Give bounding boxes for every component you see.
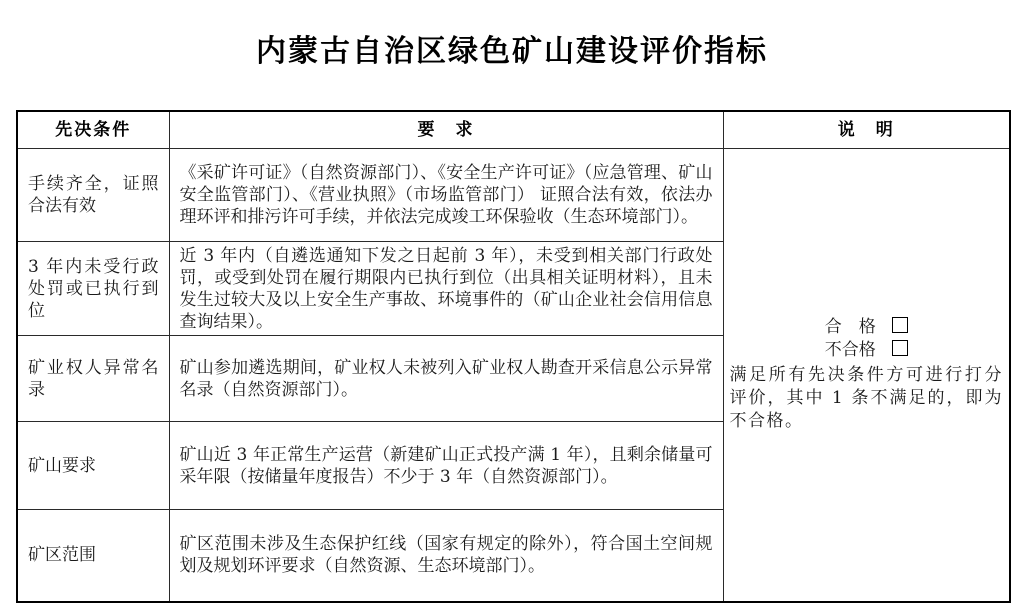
evaluation-table: [16, 110, 1011, 603]
condition-cell: 矿区范围: [17, 510, 169, 602]
condition-cell: 矿山要求: [17, 422, 169, 510]
condition-cell: 矿业权人异常名录: [17, 336, 169, 422]
unqualified-line: [730, 339, 1004, 362]
requirement-cell: 矿山参加遴选期间，矿业权人未被列入矿业权人勘查开采信息公示异常名录（自然资源部门）。: [169, 336, 723, 422]
qualified-label: 合 格: [824, 317, 876, 338]
condition-cell: 3 年内未受行政处罚或已执行到位: [17, 242, 169, 336]
condition-cell: 手续齐全，证照合法有效: [17, 149, 169, 242]
qualified-line: [730, 316, 1004, 339]
evaluation-table-container: [16, 110, 1011, 603]
table-row: [17, 149, 1010, 242]
column-header-requirement: 要 求: [169, 111, 723, 149]
column-header-condition: 先决条件: [17, 111, 169, 149]
page-title: 内蒙古自治区绿色矿山建设评价指标: [256, 34, 768, 69]
explanation-cell: [723, 149, 1010, 602]
qualified-checkbox[interactable]: [892, 317, 908, 333]
requirement-cell: 近 3 年内（自遴选通知下发之日起前 3 年），未受到相关部门行政处罚，或受到处罚在履行期限内已执行到位（出具相关证明材料），且未发生过较大及以上安全生产事故、环境事件的（矿山企业社会信用信息查询结果）。: [169, 242, 723, 336]
explanation-note: 满足所有先决条件方可进行打分评价，其中 1 条不满足的，即为不合格。: [729, 365, 1003, 432]
requirement-cell: 《采矿许可证》（自然资源部门）、《安全生产许可证》（应急管理、矿山安全监管部门）、《营业执照》（市场监管部门） 证照合法有效，依法办理环评和排污许可手续，并依法完成竣工环保验收（生态环境部门）。: [169, 149, 723, 242]
requirement-cell: 矿区范围未涉及生态保护红线（国家有规定的除外），符合国土空间规划及规划环评要求（自然资源、生态环境部门）。: [169, 510, 723, 602]
unqualified-label: 不合格: [824, 340, 876, 361]
header-row: [17, 111, 1010, 149]
unqualified-checkbox[interactable]: [892, 340, 908, 356]
column-header-explanation: 说 明: [723, 111, 1010, 149]
requirement-cell: 矿山近 3 年正常生产运营（新建矿山正式投产满 1 年），且剩余储量可采年限（按储量年度报告）不少于 3 年（自然资源部门）。: [169, 422, 723, 510]
